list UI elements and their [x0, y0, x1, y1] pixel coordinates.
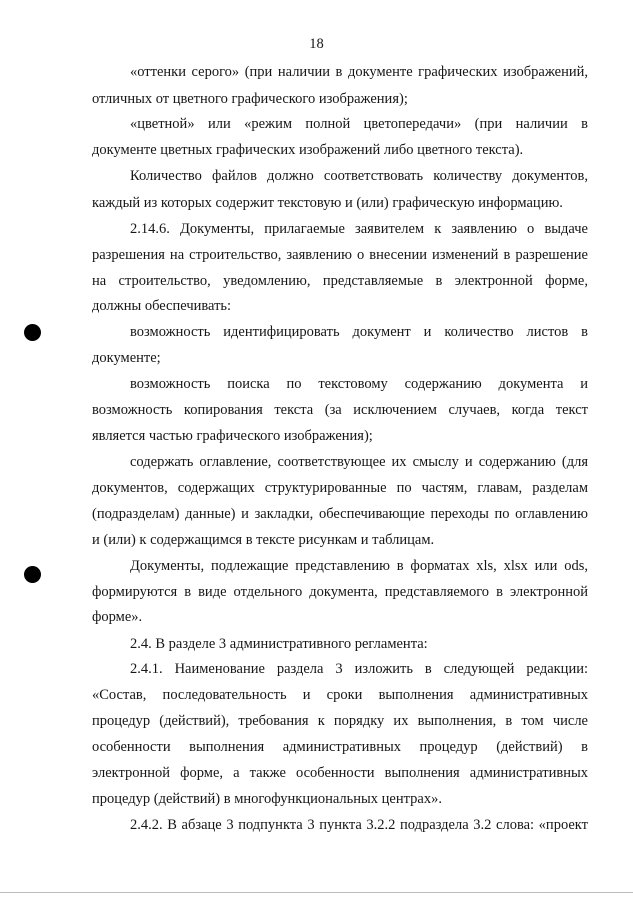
bottom-edge-line [0, 892, 633, 893]
text-line: отличных от цветного графического изображения); [92, 91, 408, 107]
text-line: документов, содержащих структурированные по частям, главам, разделам [92, 480, 588, 496]
text-line: является частью графического изображения); [92, 428, 373, 444]
text-line: возможность поиска по текстовому содержанию документа и [130, 376, 588, 392]
text-line: «цветной» или «режим полной цветопередачи» (при наличии в [130, 116, 588, 132]
text-line: содержать оглавление, соответствующее их смыслу и содержанию (для [130, 454, 588, 470]
text-line: 2.4. В разделе 3 административного регламента: [130, 636, 428, 652]
text-line: Документы, подлежащие представлению в форматах xls, xlsx или ods, [130, 558, 588, 574]
text-line: каждый из которых содержит текстовую и (или) графическую информацию. [92, 195, 563, 211]
text-line: возможность идентифицировать документ и количество листов в [130, 324, 588, 340]
punch-hole-dot [24, 566, 41, 583]
page-number: 18 [309, 36, 324, 52]
text-line: форме». [92, 609, 143, 625]
text-line: электронной форме, а также особенности выполнения административных [92, 765, 588, 781]
text-line: (подразделам) данные) и закладки, обеспечивающие переходы по оглавлению [92, 506, 588, 522]
text-line: «Состав, последовательность и сроки выполнения административных [92, 687, 588, 703]
text-line: процедур (действий) в многофункциональных центрах». [92, 791, 442, 807]
punch-hole-dot [24, 324, 41, 341]
text-line: документе цветных графических изображений либо цветного текста). [92, 142, 524, 158]
text-line: и (или) к содержащимся в тексте рисункам и таблицам. [92, 532, 435, 548]
text-line: «оттенки серого» (при наличии в документе графических изображений, [130, 64, 588, 80]
text-line: должны обеспечивать: [92, 298, 232, 314]
text-line: 2.4.2. В абзаце 3 подпункта 3 пункта 3.2.2 подраздела 3.2 слова: «проект [130, 817, 588, 833]
text-line: 2.4.1. Наименование раздела 3 изложить в следующей редакции: [130, 661, 588, 677]
text-line: формируются в виде отдельного документа, представляемого в электронной [92, 584, 588, 600]
text-line: на строительство, уведомлению, представляемые в электронной форме, [92, 273, 588, 289]
text-line: Количество файлов должно соответствовать количеству документов, [130, 168, 588, 184]
text-line: документе; [92, 350, 161, 366]
text-line: разрешения на строительство, заявлению о внесении изменений в разрешение [92, 247, 588, 263]
text-line: процедур (действий), требования к порядку их выполнения, в том числе [92, 713, 588, 729]
text-line: 2.14.6. Документы, прилагаемые заявителем к заявлению о выдаче [130, 221, 588, 237]
text-line: возможность копирования текста (за исключением случаев, когда текст [92, 402, 588, 418]
text-line: особенности выполнения административных процедур (действий) в [92, 739, 588, 755]
